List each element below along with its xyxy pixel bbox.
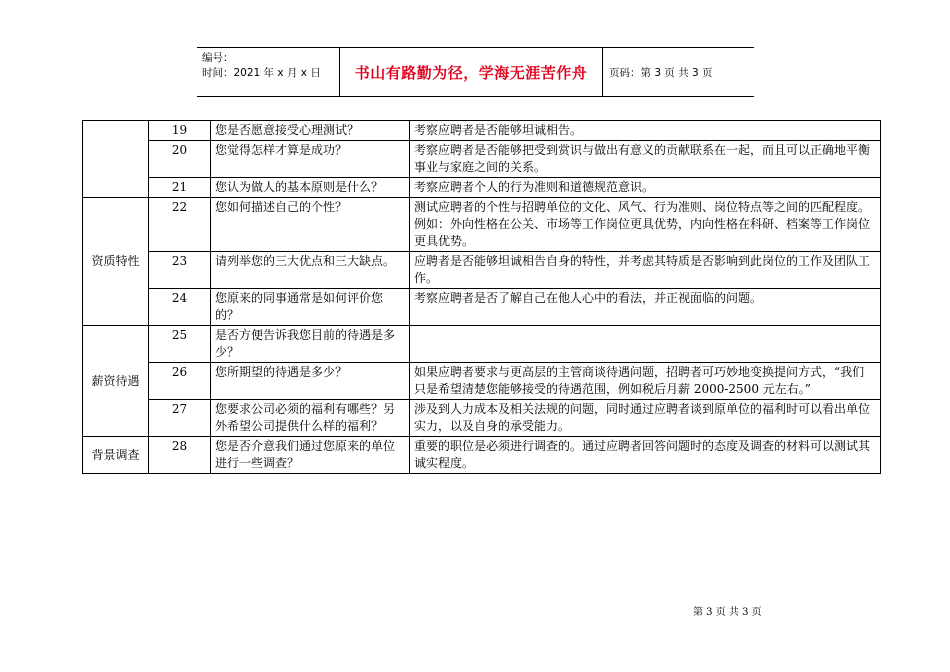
table-row xyxy=(83,141,881,178)
category-qualification: 资质特性 xyxy=(83,198,149,326)
question-number: 25 xyxy=(149,326,211,363)
category-salary: 薪资待遇 xyxy=(83,326,149,437)
date-label: 时间：2021 年 x 月 x 日 xyxy=(202,67,321,79)
purpose-text: 考察应聘者是否了解自己在他人心中的看法，并正视面临的问题。 xyxy=(410,289,881,326)
page-header xyxy=(197,47,754,97)
question-text: 您觉得怎样才算是成功？ xyxy=(211,141,410,178)
question-text: 您要求公司必须的福利有哪些？另外希望公司提供什么样的福利？ xyxy=(211,400,410,437)
question-text: 您原来的同事通常是如何评价您的？ xyxy=(211,289,410,326)
header-info xyxy=(197,48,340,96)
category-cell-empty xyxy=(83,121,149,198)
table-row xyxy=(83,178,881,198)
purpose-text xyxy=(410,326,881,363)
question-text: 是否方便告诉我您目前的待遇是多少？ xyxy=(211,326,410,363)
purpose-text: 考察应聘者是否能够坦诚相告。 xyxy=(410,121,881,141)
question-text: 您所期望的待遇是多少？ xyxy=(211,363,410,400)
question-text: 您是否介意我们通过您原来的单位进行一些调查？ xyxy=(211,437,410,474)
question-number: 28 xyxy=(149,437,211,474)
question-number: 23 xyxy=(149,252,211,289)
question-text: 您是否愿意接受心理测试？ xyxy=(211,121,410,141)
question-number: 19 xyxy=(149,121,211,141)
purpose-text: 应聘者是否能够坦诚相告自身的特性，并考虑其特质是否影响到此岗位的工作及团队工作。 xyxy=(410,252,881,289)
purpose-text: 测试应聘者的个性与招聘单位的文化、风气、行为准则、岗位特点等之间的匹配程度。例如：外向性格在公关、市场等工作岗位更具优势，内向性格在科研、档案等工作岗位更具优势。 xyxy=(410,198,881,252)
table-row xyxy=(83,400,881,437)
question-number: 21 xyxy=(149,178,211,198)
question-number: 20 xyxy=(149,141,211,178)
question-text: 您认为做人的基本原则是什么？ xyxy=(211,178,410,198)
table-row xyxy=(83,252,881,289)
question-number: 26 xyxy=(149,363,211,400)
interview-question-table xyxy=(82,120,881,474)
page-footer: 第 3 页 共 3 页 xyxy=(693,607,762,618)
purpose-text: 重要的职位是必须进行调查的。通过应聘者回答问题时的态度及调查的材料可以测试其诚实程度。 xyxy=(410,437,881,474)
header-motto: 书山有路勤为径，学海无涯苦作舟 xyxy=(340,48,603,96)
purpose-text: 考察应聘者是否能够把受到赏识与做出有意义的贡献联系在一起，而且可以正确地平衡事业与家庭之间的关系。 xyxy=(410,141,881,178)
purpose-text: 考察应聘者个人的行为准则和道德规范意识。 xyxy=(410,178,881,198)
purpose-text: 如果应聘者要求与更高层的主管商谈待遇问题，招聘者可巧妙地变换提问方式，“我们只是希望清楚您能够接受的待遇范围，例如税后月薪 2000-2500 元左右。” xyxy=(410,363,881,400)
question-text: 您如何描述自己的个性？ xyxy=(211,198,410,252)
number-label: 编号： xyxy=(202,52,234,64)
table-row xyxy=(83,326,881,363)
table-row xyxy=(83,198,881,252)
purpose-text: 涉及到人力成本及相关法规的问题，同时通过应聘者谈到原单位的福利时可以看出单位实力，以及自身的承受能力。 xyxy=(410,400,881,437)
header-page-label: 页码：第 3 页 共 3 页 xyxy=(609,66,713,79)
question-number: 27 xyxy=(149,400,211,437)
table-row xyxy=(83,363,881,400)
category-background: 背景调查 xyxy=(83,437,149,474)
table-row xyxy=(83,437,881,474)
table-row xyxy=(83,289,881,326)
question-number: 24 xyxy=(149,289,211,326)
question-number: 22 xyxy=(149,198,211,252)
table-row xyxy=(83,121,881,141)
question-text: 请列举您的三大优点和三大缺点。 xyxy=(211,252,410,289)
